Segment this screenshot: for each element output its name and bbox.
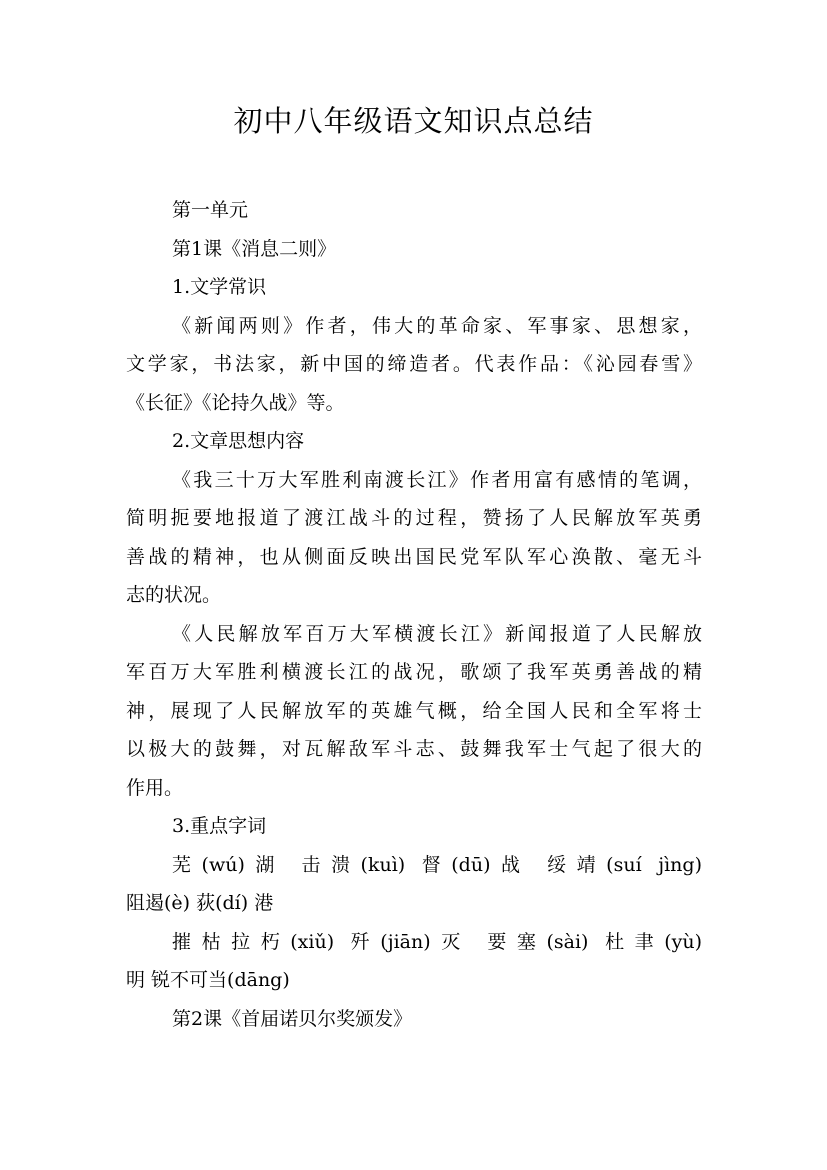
vocabulary-line: 明 锐不可当(dāng) [126,969,290,991]
paragraph-line: 简明扼要地报道了渡江战斗的过程，赞扬了人民解放军英勇 [126,507,702,529]
paragraph-line: 神，展现了人民解放军的英雄气概，给全国人民和全军将士 [126,699,702,722]
paragraph-line: 文学家，书法家，新中国的缔造者。代表作品：《沁园春雪》 [126,353,702,375]
paragraph-line: 《人民解放军百万大军横渡长江》新闻报道了人民解放 [172,622,702,645]
section-heading: 1.文学常识 [172,276,267,298]
section-heading: 2.文章思想内容 [172,430,305,452]
paragraph-line: 以极大的鼓舞，对瓦解敌军斗志、鼓舞我军士气起了很大的 [126,738,702,760]
paragraph-line: 《我三十万大军胜利南渡长江》作者用富有感情的笔调， [172,468,702,491]
unit-heading: 第一单元 [172,199,249,221]
paragraph-line: 志的状况。 [126,584,222,606]
document-body [126,191,702,1038]
paragraph-line: 军百万大军胜利横渡长江的战况，歌颂了我军英勇善战的精 [126,661,702,683]
vocabulary-line: 芜(wú)湖 击溃(kuì) 督(dū)战 绥靖(suí jìng) [172,853,702,876]
document-title: 初中八年级语文知识点总结 [233,104,594,138]
vocabulary-line: 阻遏(è) 荻(dí) 港 [126,892,274,914]
lesson-heading: 第1课《消息二则》 [172,237,337,260]
paragraph-line: 善战的精神，也从侧面反映出国民党军队军心涣散、毫无斗 [126,545,702,568]
vocabulary-line: 摧枯拉朽(xiǔ) 歼(jiān)灭 要塞(sài) 杜聿(yù) [172,930,702,953]
paragraph-line: 作用。 [126,776,184,799]
paragraph-line: 《长征》《论持久战》等。 [126,391,345,414]
lesson-heading: 第2课《首届诺贝尔奖颁发》 [172,1007,413,1030]
section-heading: 3.重点字词 [172,815,267,837]
paragraph-line: 《新闻两则》作者，伟大的革命家、军事家、思想家， [172,314,702,337]
